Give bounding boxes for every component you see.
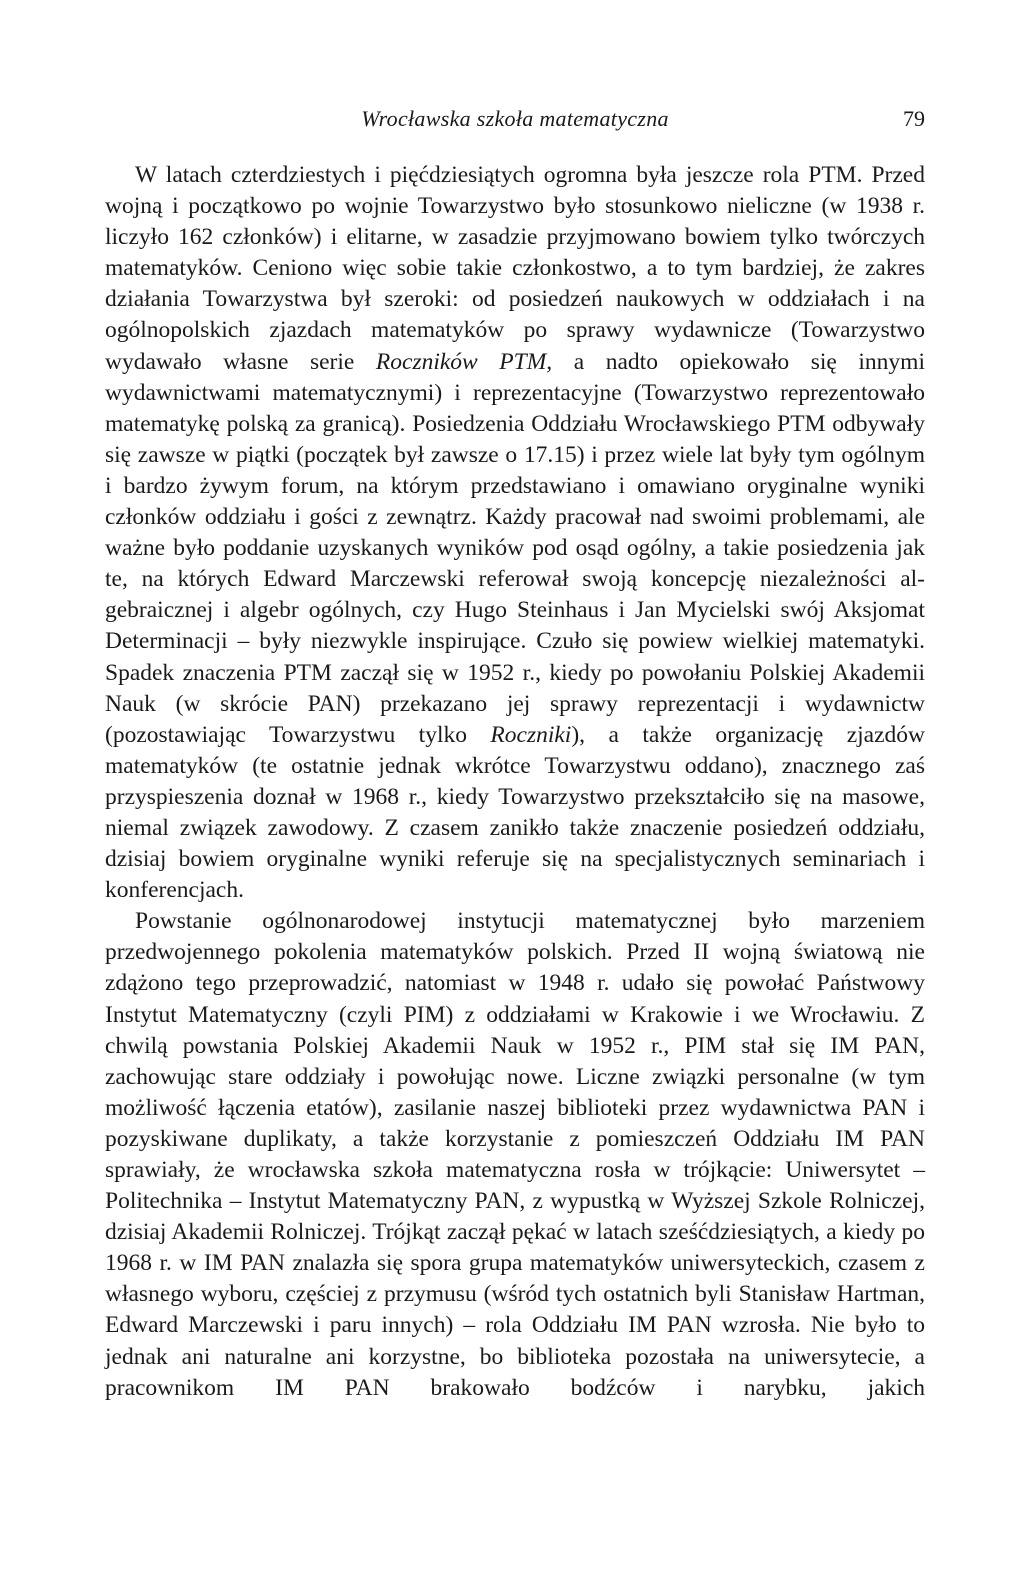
italic-title-roczniki-ptm: Roczników PTM, [375,348,553,375]
italic-title-roczniki: Roczniki [490,721,572,748]
paragraph-1-segment: a nadto opiekowało się innymi wydawnictwami matematycznymi) i reprezentacyjne (Towarzystwo reprezentowało matematykę polską za granicą). Posiedzenia Oddziału Wrocławskiego PTM odbywały się zawsze w piątki (początek był zawsze o 17.15) i przez wiele lat były tym ogólnym i bardzo żywym forum, na którym przedstawiano i omawiano oryginalne wyniki członków oddziału i gości z zewnątrz. Każdy pracował nad swoimi problemami, ale ważne było poddanie uzyskanych wyników pod osąd ogólny, a takie posiedzenia jak te, na których Edward Marczewski referował swoją koncepcję niezależności algebraicznej i algebr ogólnych, czy Hugo Steinhaus i Jan Mycielski swój Aksjomat Determinacji – były niezwykle inspirujące. Czuło się powiew wielkiej matematyki. Spadek znaczenia PTM zaczął się w 1952 r., kiedy po powołaniu Polskiej Akademii Nauk (w skrócie PAN) przekazano jej sprawy reprezentacji i wydawnictw (pozostawiając Towarzystwu tylko [105,348,925,748]
running-header [105,106,925,138]
page-number: 79 [903,106,925,131]
paragraph-1-segment: ), a także organizację zjazdów matematyków (te ostatnie jednak wkrótce Towarzystwu oddano), znacznego zaś przyspieszenia doznał w 1968 r., kiedy Towarzystwo przekształciło się na masowe, niemal związek zawodowy. Z czasem zanikło także znaczenie posiedzeń oddziału, dzisiaj bowiem oryginalne wyniki referuje się na specjalistycznych seminariach i konferencjach. [105,721,925,904]
paragraph-1-segment: W latach czterdziestych i pięćdziesiątych ogromna była jeszcze rola PTM. Przed wojną i początkowo po wojnie Towarzystwo było stosunkowo nieliczne (w 1938 r. liczyło 162 członków) i elitarne, w zasadzie przyjmowano bowiem tylko twórczych matematyków. Ceniono więc sobie takie członkostwo, a to tym bardziej, że zakres działania Towarzystwa był szeroki: od posiedzeń naukowych w oddziałach i na ogólnopolskich zjazdach matematyków po sprawy wydawnicze (Towarzystwo wydawało własne serie [105,162,925,375]
running-title: Wrocławska szkoła matematyczna [361,106,669,131]
body-text [105,160,925,1404]
paragraph-1 [105,160,925,906]
paragraph-2: Powstanie ogólnonarodowej instytucji matematycznej było marzeniem przedwojennego pokolenia matematyków polskich. Przed II wojną światową nie zdążono tego przeprowadzić, natomiast w 1948 r. udało się powołać Państwowy Instytut Matematyczny (czyli PIM) z oddziałami w Krakowie i we Wrocławiu. Z chwilą powstania Polskiej Akademii Nauk w 1952 r., PIM stał się IM PAN, zachowując stare oddziały i powołując nowe. Liczne związki personalne (w tym możliwość łączenia etatów), zasilanie naszej biblioteki przez wydawnictwa PAN i pozyskiwane duplikaty, a także korzystanie z pomieszczeń Oddziału IM PAN sprawiały, że wrocławska szkoła matematyczna rosła w trójkącie: Uniwersytet – Politechnika – Instytut Matematyczny PAN, z wypustką w Wyższej Szkole Rolniczej, dzisiaj Akademii Rolniczej. Trójkąt zaczął pękać w latach sześćdziesiątych, a kiedy po 1968 r. w IM PAN znalazła się spora grupa matematyków uniwersyteckich, czasem z własnego wyboru, częściej z przymusu (wśród tych ostatnich byli Stanisław Hartman, Edward Marczewski i paru innych) – rola Oddziału IM PAN wzrosła. Nie było to jednak ani naturalne ani korzystne, bo biblioteka pozostała na uniwersytecie, a pracownikom IM PAN brakowało bodźców i narybku, jakich [105,908,925,1401]
